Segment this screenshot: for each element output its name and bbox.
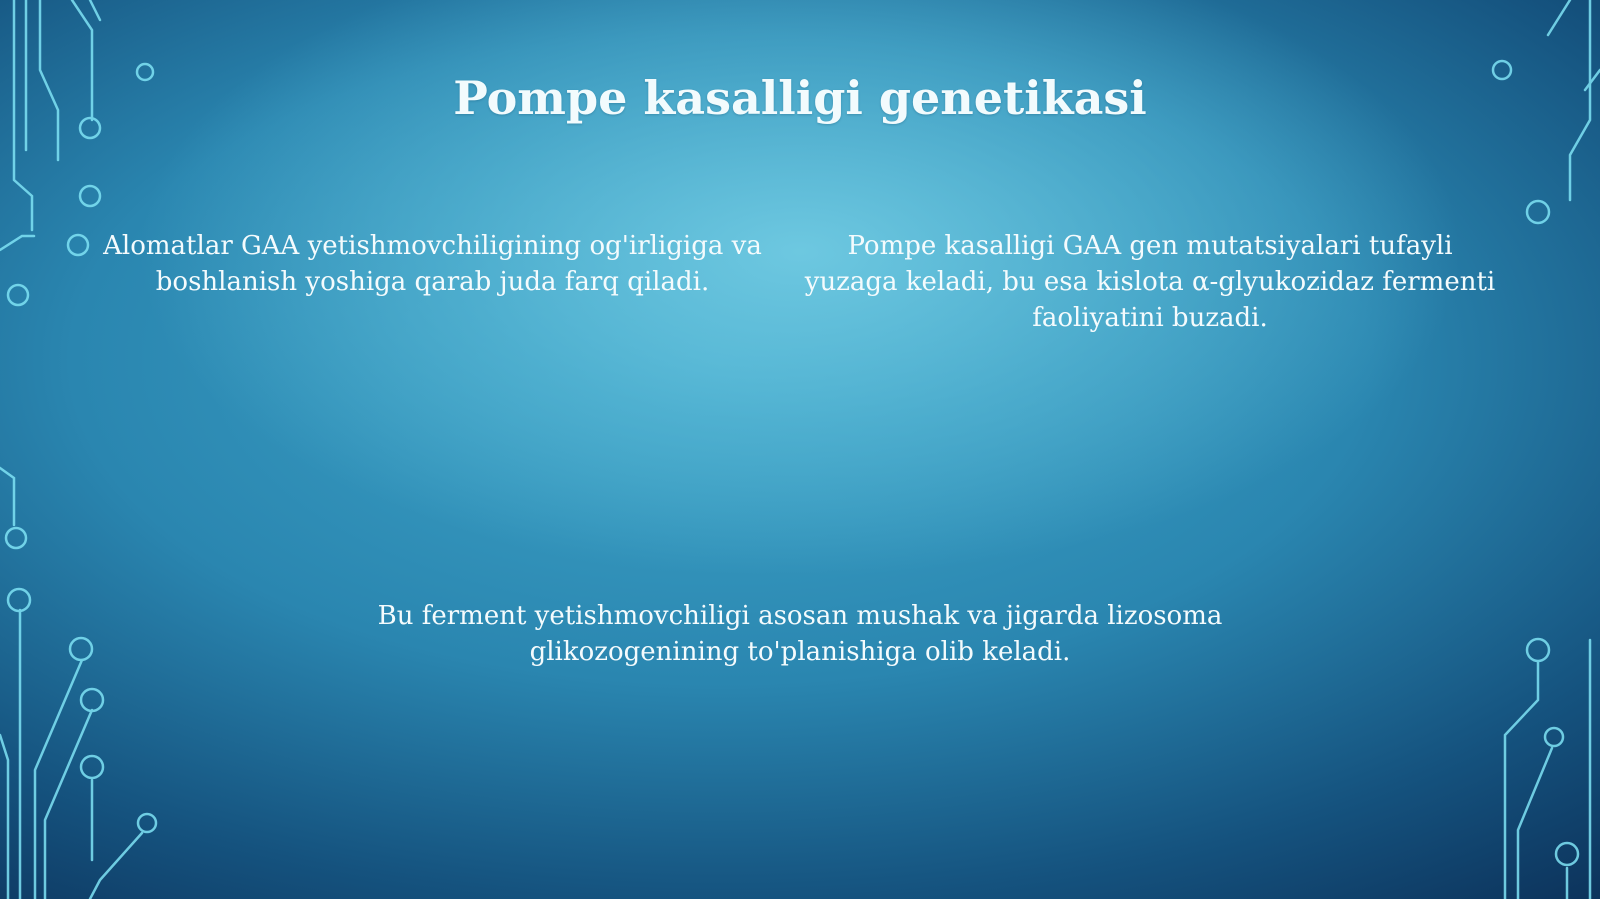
right-paragraph: Pompe kasalligi GAA gen mutatsiyalari tufayli yuzaga keladi, bu esa kislota α-glyukozidaz fermenti faoliyatini buzadi. bbox=[804, 231, 1496, 333]
circuit-top-right bbox=[1493, 0, 1600, 223]
circuit-bottom-left bbox=[0, 589, 156, 899]
slide-title: Pompe kasalligi genetikasi bbox=[453, 71, 1147, 125]
bottom-paragraph: Bu ferment yetishmovchiligi asosan mushak va jigarda lizosoma glikozogenining to'planishiga olib keladi. bbox=[377, 601, 1223, 667]
left-paragraph: Alomatlar GAA yetishmovchiligining og'irligiga va boshlanish yoshiga qarab juda farq qiladi. bbox=[103, 231, 762, 297]
circuit-left-middle bbox=[0, 468, 26, 548]
circuit-bottom-right bbox=[1505, 639, 1590, 899]
